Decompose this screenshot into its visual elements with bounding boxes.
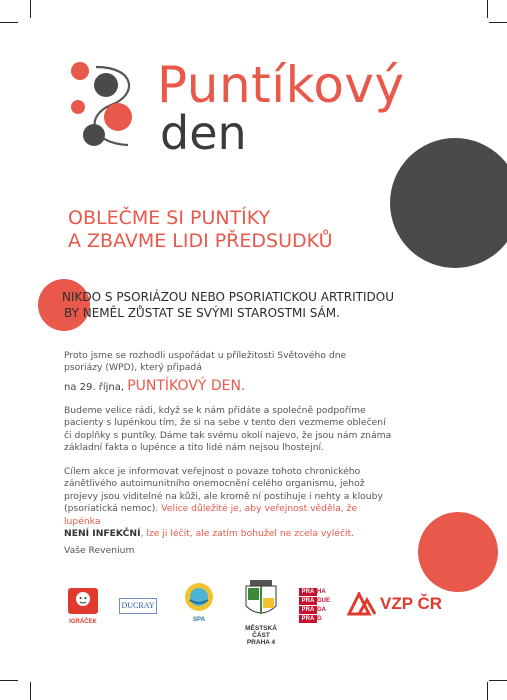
ducray-logo bbox=[119, 598, 157, 614]
paragraph-intro: Proto jsme se rozhodli uspořádat u příležitosti Světového dne psoriázy (WPD), který připadá bbox=[64, 350, 347, 374]
goal-treatable: , lze ji léčit, ale zatím bohužel ne zcela vyléčit. bbox=[140, 528, 355, 540]
crop-mark bbox=[487, 682, 488, 700]
subheadline bbox=[62, 289, 394, 321]
date-highlight: PUNTÍKOVÝ DEN. bbox=[127, 378, 246, 394]
goal-not-infectious: NENÍ INFEKČNÍ bbox=[64, 528, 141, 540]
goal-important: Velice důležité je, aby veřejnost věděla, že lupénka bbox=[64, 503, 358, 527]
praha-logo bbox=[299, 588, 333, 624]
vzp-label: VZP ČR bbox=[380, 594, 443, 613]
igracek-logo bbox=[68, 588, 98, 625]
vzp-logo bbox=[347, 592, 443, 618]
puntikovy-den-logo-icon bbox=[66, 55, 156, 155]
red-polka-dot bbox=[418, 512, 498, 592]
praha4-logo bbox=[236, 578, 286, 646]
crop-mark bbox=[489, 22, 507, 23]
igracek-figure-icon bbox=[68, 588, 98, 614]
praha4-label-line-2: PRAHA 4 bbox=[246, 639, 276, 646]
igracek-label: IGRÁČEK bbox=[69, 619, 97, 625]
vzp-triangles-icon bbox=[347, 592, 377, 616]
praha-cell: PRA bbox=[299, 588, 317, 596]
spa-sun-icon bbox=[184, 582, 214, 612]
praha-cell: GUE bbox=[317, 598, 331, 604]
crop-mark bbox=[0, 22, 18, 23]
praha-cell: PRA bbox=[299, 615, 317, 623]
dark-polka-dot bbox=[390, 138, 507, 268]
praha4-label-line-1: MĚSTSKÁ ČÁST bbox=[245, 625, 277, 639]
date-prefix: na 29. října, bbox=[64, 382, 128, 393]
logo-word-den: den bbox=[160, 106, 247, 160]
spa-label: SPA bbox=[193, 617, 205, 623]
praha-cell: PRA bbox=[299, 597, 317, 605]
praha-cell: GA bbox=[317, 607, 326, 613]
headline-line-1: OBLEČME SI PUNTÍKY bbox=[68, 207, 271, 229]
praha-cell: G bbox=[317, 616, 322, 622]
logo-word-puntikovy: Puntíkový bbox=[157, 56, 405, 114]
paragraph-goal bbox=[64, 466, 394, 540]
crop-mark bbox=[0, 680, 18, 681]
praha-cell: HA bbox=[317, 589, 326, 595]
goal-text: Cílem akce je informovat veřejnost o povaze tohoto chronického zánětlivého autoimunitního onemocnění celého organismu, jehož projevy jsou viditelné na kůži, ale kromě ní postihuje i nehty a klouby (psoriatická nemoc). bbox=[64, 466, 383, 515]
praha4-coat-of-arms-icon bbox=[236, 578, 286, 620]
headline bbox=[68, 207, 333, 253]
signature: Vaše Revenium bbox=[64, 545, 135, 556]
subheadline-line-2: BY NEMĚL ZŮSTAT SE SVÝMI STAROSTMI SÁM. bbox=[64, 306, 340, 320]
crop-mark bbox=[487, 0, 488, 18]
crop-mark bbox=[30, 0, 31, 18]
date-line bbox=[64, 378, 245, 394]
praha-cell: PRA bbox=[299, 606, 317, 614]
headline-line-2: A ZBAVME LIDI PŘEDSUDKŮ bbox=[68, 230, 333, 252]
paragraph-invitation: Budeme velice rádi, když se k nám přidáte a společně podpoříme pacienty s lupénkou tím, že si na sebe v tento den vezmeme oblečení či doplňky s puntíky. Dáme tak svému okolí najevo, že jsou nám známa základní fakta o lupénce a tito lidé nám nejsou lhostejní. bbox=[64, 405, 392, 454]
ducray-label: DUCRAY bbox=[121, 601, 155, 610]
spa-logo bbox=[184, 582, 214, 622]
crop-mark bbox=[30, 682, 31, 700]
subheadline-line-1: NIKDO S PSORIÁZOU NEBO PSORIATICKOU ARTRITIDOU bbox=[62, 290, 394, 304]
crop-mark bbox=[489, 680, 507, 681]
